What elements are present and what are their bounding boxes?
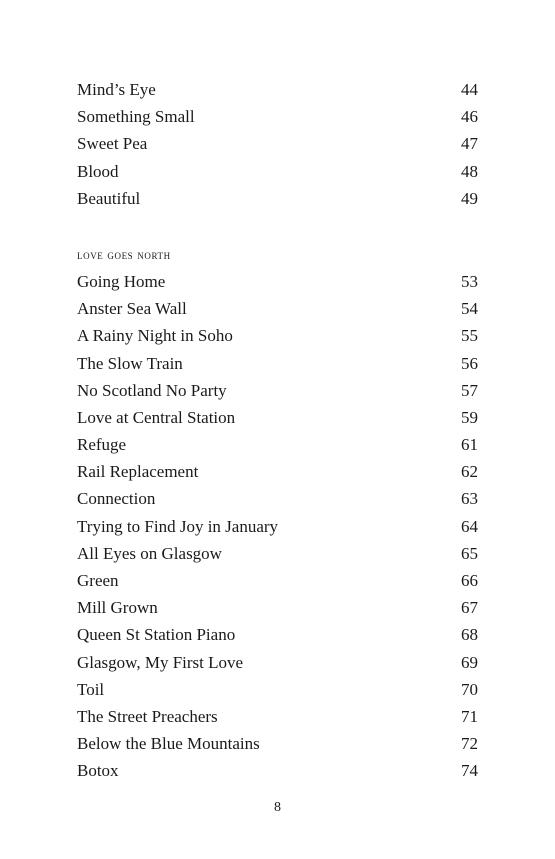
- toc-entry-title: Blood: [77, 161, 119, 181]
- toc-entry: [77, 513, 478, 540]
- toc-entry-title: No Scotland No Party: [77, 380, 227, 400]
- toc-entry-page: 63: [461, 489, 478, 509]
- toc-entry: [77, 377, 478, 404]
- toc-entry-page: 48: [461, 161, 478, 181]
- toc-entry: [77, 268, 478, 295]
- toc-entry-page: 44: [461, 80, 478, 99]
- toc-entry: [77, 730, 478, 757]
- toc-entry: [77, 567, 478, 594]
- toc-entry: [77, 350, 478, 377]
- toc-entry: [77, 676, 478, 703]
- page-number: 8: [274, 800, 281, 815]
- toc-entry-page: 55: [461, 326, 478, 346]
- toc-entry-title: Mind’s Eye: [77, 80, 156, 99]
- toc-entry: [77, 431, 478, 458]
- toc-entry-page: 72: [461, 734, 478, 754]
- toc-entry-page: 46: [461, 107, 478, 127]
- toc-entry: [77, 295, 478, 322]
- section-gap: [77, 212, 478, 241]
- toc-entry-page: 57: [461, 380, 478, 400]
- toc-entry: [77, 76, 478, 103]
- toc-entry: [77, 103, 478, 130]
- toc-entry-title: Beautiful: [77, 188, 141, 208]
- toc-entry: [77, 158, 478, 185]
- toc-entry-page: 74: [461, 761, 478, 781]
- toc-entry-page: 59: [461, 407, 478, 427]
- toc-entry-title: All Eyes on Glasgow: [77, 543, 222, 563]
- toc-entry-page: 67: [461, 598, 478, 618]
- table-of-contents: [77, 76, 478, 785]
- toc-entry-title: Connection: [77, 489, 156, 509]
- toc-entry-page: 64: [461, 516, 478, 536]
- toc-entry-page: 49: [461, 188, 478, 208]
- toc-entry-title: Queen St Station Piano: [77, 625, 236, 645]
- toc-entry-page: 71: [461, 706, 478, 726]
- toc-entry-title: The Street Preachers: [77, 706, 218, 726]
- toc-entry: [77, 757, 478, 784]
- toc-entry: [77, 594, 478, 621]
- toc-entry-title: Sweet Pea: [77, 134, 148, 154]
- toc-entry-page: 56: [461, 353, 478, 373]
- toc-entry-page: 54: [461, 299, 478, 319]
- toc-entry-page: 68: [461, 625, 478, 645]
- toc-entry-title: Below the Blue Mountains: [77, 734, 260, 754]
- toc-entry: [77, 621, 478, 648]
- toc-entry-page: 53: [461, 271, 478, 291]
- toc-entry-title: Toil: [77, 679, 105, 699]
- toc-entry-page: 66: [461, 571, 478, 590]
- toc-entry-title: Love at Central Station: [77, 407, 236, 427]
- toc-entries-before: [77, 76, 478, 212]
- toc-entry: [77, 458, 478, 485]
- toc-entry-page: 69: [461, 652, 478, 672]
- toc-entry: [77, 649, 478, 676]
- toc-entry: [77, 185, 478, 212]
- toc-entry: [77, 404, 478, 431]
- toc-entry-title: Going Home: [77, 271, 166, 291]
- toc-entry-title: Glasgow, My First Love: [77, 652, 244, 672]
- toc-entry: [77, 540, 478, 567]
- toc-entry: [77, 130, 478, 157]
- toc-entry-title: Botox: [77, 761, 119, 781]
- toc-entry: [77, 485, 478, 512]
- toc-entry-page: 47: [461, 134, 478, 154]
- toc-entry-title: Trying to Find Joy in January: [77, 516, 279, 536]
- toc-entry-title: Refuge: [77, 435, 127, 455]
- toc-entry-title: Green: [77, 571, 119, 590]
- toc-entry: [77, 322, 478, 349]
- toc-entry-title: Mill Grown: [77, 598, 158, 618]
- toc-entry-page: 61: [461, 435, 478, 455]
- toc-section-entries: [77, 268, 478, 785]
- toc-entry: [77, 703, 478, 730]
- toc-entry-title: Something Small: [77, 107, 195, 127]
- toc-entry-page: 65: [461, 543, 478, 563]
- toc-entry-page: 70: [461, 679, 478, 699]
- toc-entry-page: 62: [461, 462, 478, 482]
- section-heading: love goes north: [77, 246, 171, 262]
- toc-entry-title: The Slow Train: [77, 353, 183, 373]
- toc-entry-title: Anster Sea Wall: [77, 299, 187, 319]
- toc-entry-title: A Rainy Night in Soho: [77, 326, 233, 346]
- toc-entry-title: Rail Replacement: [77, 462, 199, 482]
